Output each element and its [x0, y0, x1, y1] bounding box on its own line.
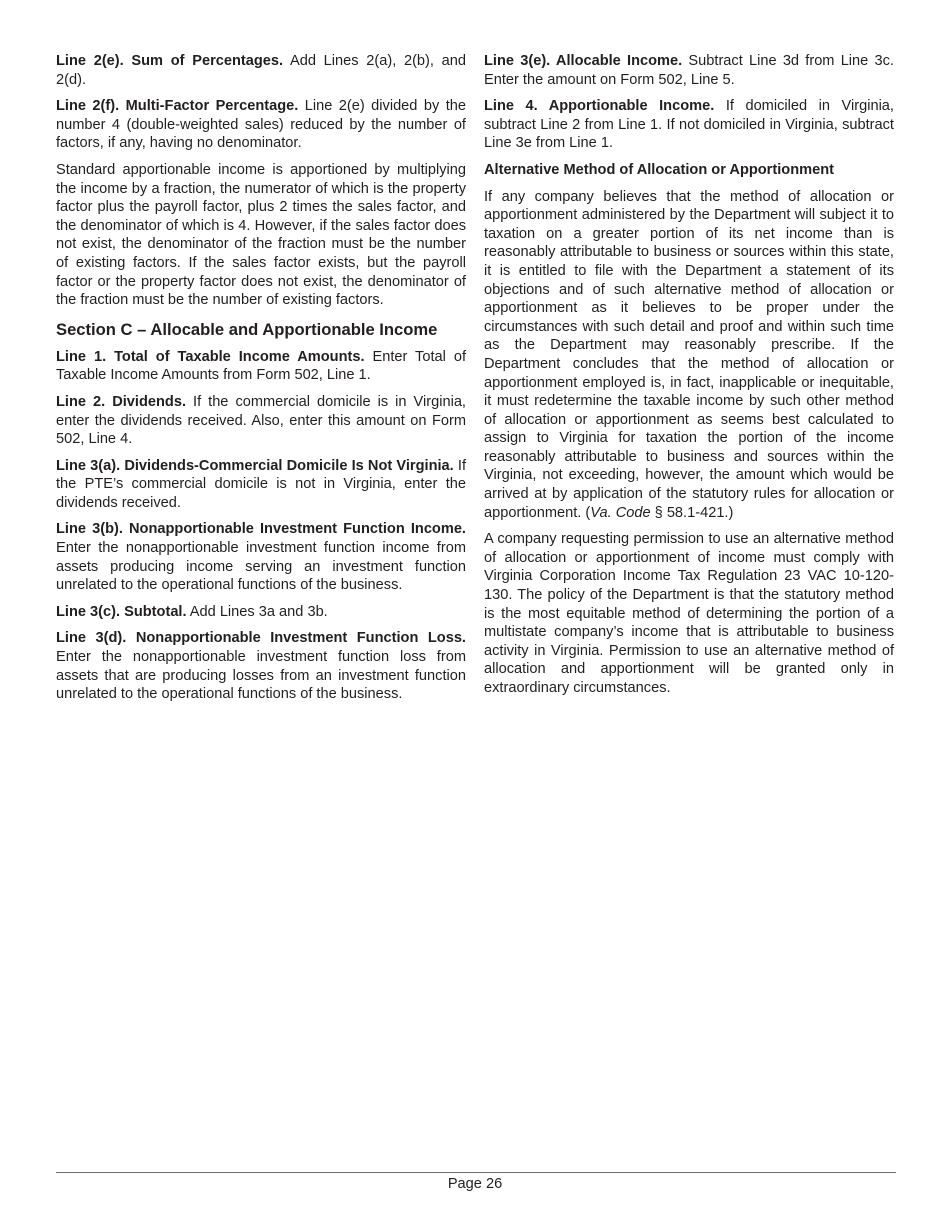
line-3e-heading: Line 3(e). Allocable Income. — [484, 53, 683, 69]
line-3c-heading: Line 3(c). Subtotal. — [56, 603, 187, 620]
line-3e-paragraph — [484, 52, 894, 89]
line-2f-heading: Line 2(f). Multi-Factor Percentage. — [56, 98, 299, 115]
alternative-method-title: Alternative Method of Allocation or Apportionment — [484, 161, 834, 178]
line-3e-text: Subtract Line 3d from Line 3c. Enter the amount on Form 502, Line 5. — [484, 53, 894, 88]
line-4-paragraph — [484, 97, 894, 153]
line-2-paragraph — [56, 393, 466, 449]
line-3a-text: If the PTE’s commercial domicile is not in Virginia, enter the dividends received. — [56, 457, 466, 511]
line-2e-paragraph — [56, 52, 466, 89]
section-c-title: Section C – Allocable and Apportionable Income — [56, 319, 438, 339]
citation-section: § 58.1-421.) — [650, 504, 734, 521]
line-3d-heading: Line 3(d). Nonapportionable Investment Function Loss. — [56, 630, 466, 647]
line-2f-paragraph — [56, 97, 466, 153]
alternative-method-paragraph-1 — [484, 188, 894, 523]
line-3c-paragraph — [56, 603, 466, 622]
line-3a-paragraph — [56, 457, 466, 513]
line-1-text: Enter Total of Taxable Income Amounts from Form 502, Line 1. — [56, 348, 466, 384]
line-2-heading: Line 2. Dividends. — [56, 393, 186, 410]
line-2-text: If the commercial domicile is in Virginia, enter the dividends received. Also, enter this amount on Form 502, Line 4. — [56, 393, 466, 448]
line-2e-text: Add Lines 2(a), 2(b), and 2(d). — [56, 53, 467, 88]
line-4-text: If domiciled in Virginia, subtract Line 2 from Line 1. If not domiciled in Virginia, subtract Line 3e from Line 1. — [484, 98, 894, 152]
va-code-citation: Va. Code — [590, 504, 651, 521]
line-3b-paragraph — [56, 520, 466, 594]
line-3a-heading: Line 3(a). Dividends-Commercial Domicile Is Not Virginia. — [56, 457, 454, 474]
line-3b-text: Enter the nonapportionable investment function income from assets producing income serving an investment function unrelated to the operational functions of the business. — [56, 540, 466, 594]
line-1-paragraph — [56, 348, 466, 385]
alternative-method-paragraph-2: A company requesting permission to use an alternative method of allocation or apportionment of income must comply with Virginia Corporation Income Tax Regulation 23 VAC 10-120-130. The policy of the Department is that the statutory method is the most equitable method of determining the portion of a multistate company’s income that is attributable to business activity in Virginia. Permission to use an alternative method of allocation and apportionment will be granted only in extraordinary circumstances. — [484, 531, 894, 696]
line-4-heading: Line 4. Apportionable Income. — [484, 98, 715, 115]
line-3b-heading: Line 3(b). Nonapportionable Investment Function Income. — [56, 521, 466, 538]
line-3d-text: Enter the nonapportionable investment function loss from assets that are producing losses from an investment function unrelated to the operational functions of the business. — [56, 649, 466, 703]
line-3c-text: Add Lines 3a and 3b. — [189, 603, 328, 620]
footer-rule — [56, 1172, 896, 1173]
page-number: Page 26 — [447, 1176, 503, 1192]
alternative-method-text: If any company believes that the method of allocation or apportionment administered by the Department will subject it to taxation on a greater portion of its net income than is reasonably attributable to business or sources within this state, it is entitled to file with the Department a statement of its objections and of such alternative method of allocation or apportionment as it believes to be proper under the circumstances with such detail and proof and within such time as the Department may reasonably prescribe. If the Department concludes that the method of allocation or apportionment employed is, in fact, inapplicable or inequitable, it must redetermine the taxable income by such other method of allocation or apportionment as seems best calculated to assign to Virginia for taxation the portion of the income reasonably attributable to business and sources within the Virginia, not exceeding, however, the amount which would be arrived at by application of the statutory rules for allocation or apportionment. ( — [484, 188, 894, 521]
left-column — [56, 52, 466, 712]
line-1-heading: Line 1. Total of Taxable Income Amounts. — [56, 348, 365, 365]
line-2e-heading: Line 2(e). Sum of Percentages. — [56, 53, 284, 69]
right-column — [484, 52, 894, 706]
line-3d-paragraph — [56, 629, 466, 703]
standard-apportionment-paragraph: Standard apportionable income is apportioned by multiplying the income by a fraction, the numerator of which is the property factor plus the payroll factor, plus 2 times the sales factor, and the denominator of which is 4. However, if the sales factor does not exist, the denominator of the fraction must be the number of existing factors. If the sales factor exists, but the payroll factor or the property factor does not exist, the denominator of the fraction must be the number of existing factors. — [56, 161, 466, 309]
line-2f-text: Line 2(e) divided by the number 4 (double-weighted sales) reduced by the number of factors, if any, having no denominator. — [56, 98, 466, 152]
